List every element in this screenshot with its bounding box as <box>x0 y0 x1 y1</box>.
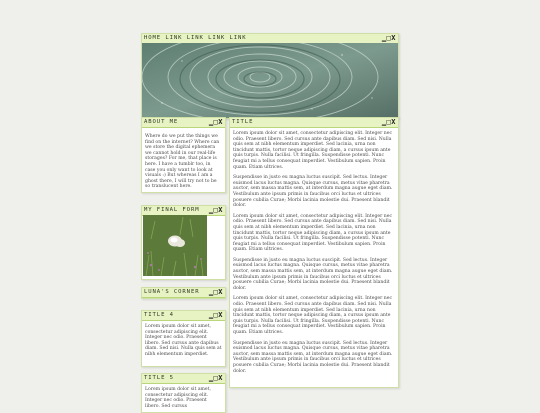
about-window <box>141 117 226 193</box>
title4-window <box>141 310 226 367</box>
window-controls-icon[interactable]: ▁□X <box>208 118 223 126</box>
title5-titlebar <box>142 374 225 384</box>
about-title: ABOUT ME <box>144 119 179 125</box>
about-text: Where do we put the things we find on the internet? Where can we store the digital ephemera we cannot hold in our real-life storages? For me, that place is here. I have a tumblr too, in case you only want to look at visuals :) But whereas I am a ghost there, I will try not to be so translucent here. <box>145 134 220 190</box>
window-controls-icon[interactable]: ▁□X <box>208 311 223 319</box>
window-controls-icon[interactable]: ▁□X <box>208 374 223 382</box>
window-controls-icon[interactable]: ▁□X <box>381 118 396 126</box>
main-window <box>229 117 399 388</box>
main-paragraph: Suspendisse in justo eu magna luctus suscipit. Sed lectus. Integer euismod lacus luctus magna. Quisque cursus, metus vitae pharetra auctor, sem massa mattis sem, at interdum magna augue eget diam. Vestibulum ante ipsum primis in faucibus orci luctus et ultrices posuere cubilia Curae; Morbi lacinia molestie dui. Praesent blandit dolor. <box>233 257 393 291</box>
lunas-corner-titlebar <box>142 288 225 298</box>
nav-link-4[interactable]: LINK <box>229 35 247 41</box>
about-titlebar <box>142 118 225 128</box>
nav-link-1[interactable]: LINK <box>165 35 183 41</box>
final-form-photo <box>143 215 207 276</box>
window-controls-icon[interactable]: ▁□X <box>381 34 396 42</box>
main-titlebar <box>230 118 398 128</box>
title4-title: TITLE 4 <box>144 312 174 318</box>
title5-window <box>141 373 226 413</box>
main-paragraph: Lorem ipsum dolor sit amet, consectetur adipiscing elit. Integer nec odio. Praesent libero. Sed cursus ante dapibus diam. Sed nisi. Nulla quis sem at nibh elementum imperdiet. Sed lacinia, urna non tincidunt mattis, tortor neque adipiscing diam, a cursus ipsum ante quis turpis. Nulla facilisi. Ut fringilla. Suspendisse potenti. Nunc feugiat mi a tellus consequat imperdiet. Vestibulum sapien. Proin quam. Etiam ultrices. <box>233 296 393 335</box>
title5-title: TITLE 5 <box>144 375 174 381</box>
window-controls-icon[interactable]: ▁□X <box>208 288 223 296</box>
title4-text: Lorem ipsum dolor sit amet, consectetur adipiscing elit. Integer nec odio. Praesent libero. Sed cursus ante dapibus diam. Sed nisi. Nulla quis sem at nibh elementum imperdiet. <box>145 324 222 357</box>
final-form-title: MY FINAL FORM <box>144 207 200 213</box>
main-paragraph: Suspendisse in justo eu magna luctus suscipit. Sed lectus. Integer euismod lacus luctus magna. Quisque cursus, metus vitae pharetra auctor, sem massa mattis sem, at interdum magna augue eget diam. Vestibulum ante ipsum primis in faucibus orci luctus et ultrices posuere cubilia Curae; Morbi lacinia molestie dui. Praesent blandit dolor. <box>233 175 393 209</box>
nav-link-home[interactable]: HOME <box>144 35 162 41</box>
main-body <box>230 128 398 382</box>
main-paragraph: Lorem ipsum dolor sit amet, consectetur adipiscing elit. Integer nec odio. Praesent libero. Sed cursus ante dapibus diam. Sed nisi. Nulla quis sem at nibh elementum imperdiet. Sed lacinia, urna non tincidunt mattis, tortor neque adipiscing diam, a cursus ipsum ante quis turpis. Nulla facilisi. Ut fringilla. Suspendisse potenti. Nunc feugiat mi a tellus consequat imperdiet. Vestibulum sapien. Proin quam. Etiam ultrices. <box>233 131 393 170</box>
lunas-corner-window <box>141 287 226 299</box>
main-paragraph: Suspendisse in justo eu magna luctus suscipit. Sed lectus. Integer euismod lacus luctus magna. Quisque cursus, metus vitae pharetra auctor, sem massa mattis sem, at interdum magna augue eget diam. Vestibulum ante ipsum primis in faucibus orci luctus et ultrices posuere cubilia Curae; Morbi lacinia molestie dui. Praesent blandit dolor. <box>233 340 393 374</box>
lunas-corner-title: LUNA'S CORNER <box>144 289 200 295</box>
main-paragraph: Lorem ipsum dolor sit amet, consectetur adipiscing elit. Integer nec odio. Praesent libero. Sed cursus ante dapibus diam. Sed nisi. Nulla quis sem at nibh elementum imperdiet. Sed lacinia, urna non tincidunt mattis, tortor neque adipiscing diam, a cursus ipsum ante quis turpis. Nulla facilisi. Ut fringilla. Suspendisse potenti. Nunc feugiat mi a tellus consequat imperdiet. Vestibulum sapien. Proin quam. Etiam ultrices. <box>233 213 393 253</box>
title4-titlebar <box>142 311 225 321</box>
main-title: TITLE <box>232 119 254 125</box>
nav-link-3[interactable]: LINK <box>208 35 226 41</box>
window-controls-icon[interactable]: ▁□X <box>208 206 223 214</box>
nav-link-2[interactable]: LINK <box>186 35 204 41</box>
title5-text: Lorem ipsum dolor sit amet, consectetur adipiscing elit. Integer nec odio. Praesent libero. Sed cursus <box>145 387 211 409</box>
hero-water-image <box>142 43 398 118</box>
